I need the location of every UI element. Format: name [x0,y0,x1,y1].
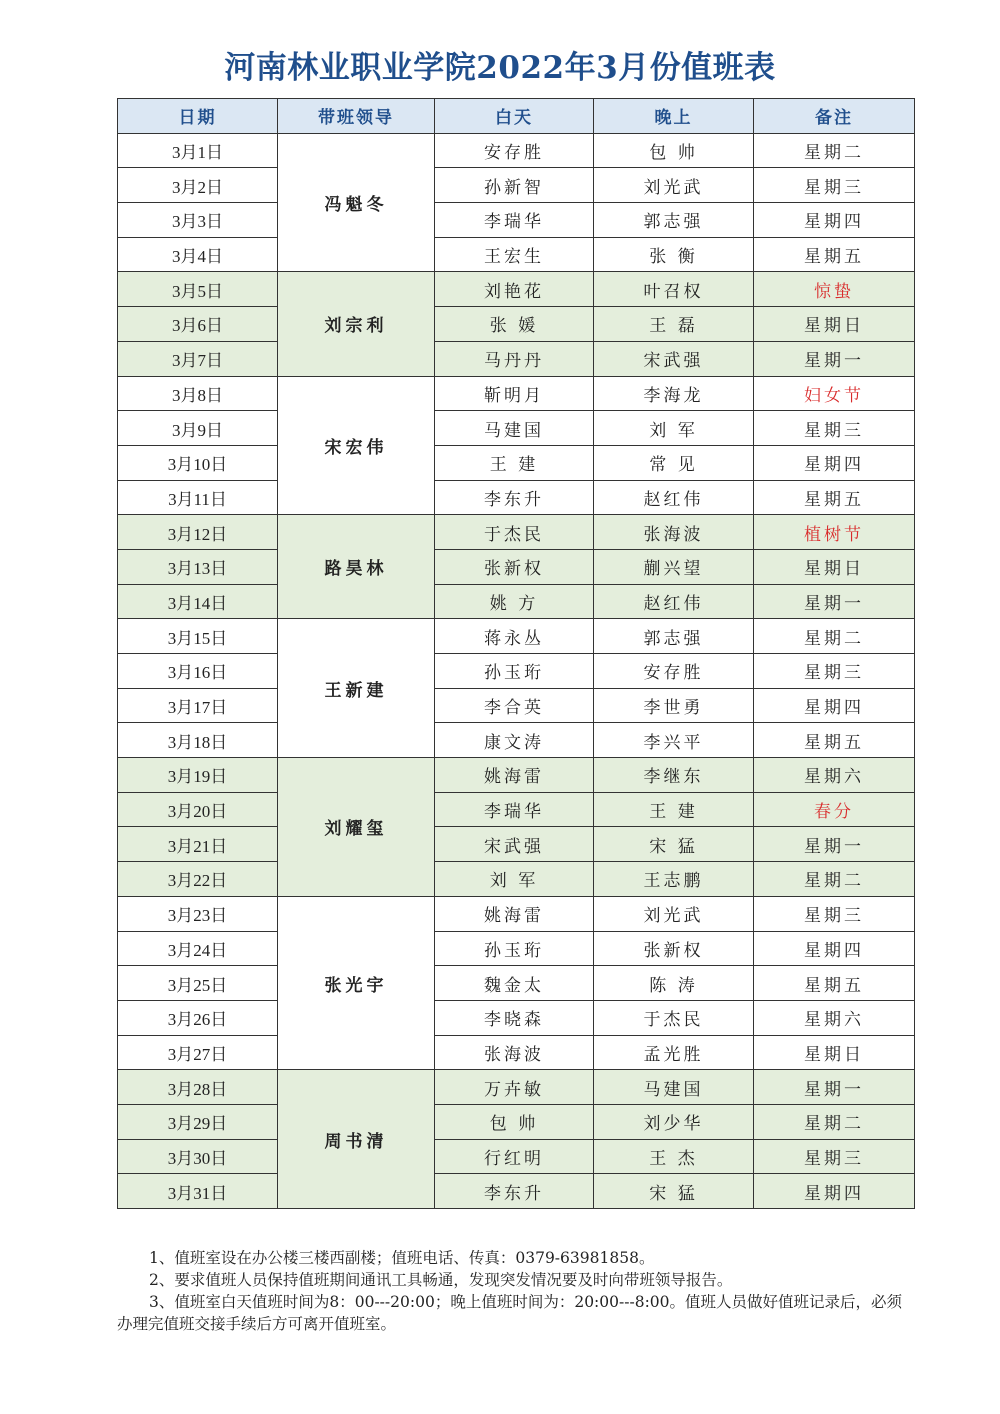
cell-remark-holiday: 植树节 [754,515,915,550]
table-row [118,341,915,376]
table-row [118,584,915,619]
cell-night-shift: 常 见 [594,445,754,480]
cell-date: 3月13日 [118,549,278,584]
table-row [118,1104,915,1139]
cell-day-shift: 马丹丹 [435,341,594,376]
table-row [118,1139,915,1174]
table-row [118,1000,915,1035]
cell-day-shift: 蒋永丛 [435,619,594,654]
duty-roster-table [117,98,915,1209]
cell-night-shift: 李海龙 [594,376,754,411]
cell-remark: 星期一 [754,827,915,862]
cell-date: 3月6日 [118,307,278,342]
cell-date: 3月23日 [118,896,278,931]
table-row [118,931,915,966]
cell-date: 3月1日 [118,133,278,168]
table-row [118,896,915,931]
cell-date: 3月17日 [118,688,278,723]
cell-date: 3月18日 [118,723,278,758]
cell-remark: 星期日 [754,1035,915,1070]
cell-leader: 冯魁冬 [278,133,435,272]
cell-night-shift: 王 磊 [594,307,754,342]
cell-day-shift: 孙玉珩 [435,931,594,966]
cell-remark: 星期日 [754,549,915,584]
cell-remark: 星期二 [754,1104,915,1139]
cell-leader: 路昊林 [278,515,435,619]
header-remarks: 备注 [754,99,915,134]
cell-remark: 星期二 [754,862,915,897]
table-row [118,792,915,827]
cell-leader: 王新建 [278,619,435,758]
table-row [118,688,915,723]
page-title: 河南林业职业学院2022年3月份值班表 [224,50,776,86]
cell-night-shift: 刘光武 [594,896,754,931]
header-day-shift: 白天 [435,99,594,134]
cell-remark: 星期二 [754,619,915,654]
cell-date: 3月24日 [118,931,278,966]
cell-day-shift: 姚海雷 [435,896,594,931]
cell-remark: 星期四 [754,445,915,480]
header-date: 日期 [118,99,278,134]
table-row [118,272,915,307]
cell-night-shift: 宋 猛 [594,1174,754,1209]
cell-date: 3月28日 [118,1070,278,1105]
cell-remark: 星期六 [754,1000,915,1035]
cell-remark: 星期三 [754,654,915,689]
cell-leader: 周书清 [278,1070,435,1209]
cell-remark-holiday: 春分 [754,792,915,827]
cell-day-shift: 李东升 [435,1174,594,1209]
cell-remark: 星期一 [754,341,915,376]
cell-remark: 星期三 [754,896,915,931]
cell-remark: 星期六 [754,758,915,793]
table-row [118,515,915,550]
notes-section [117,1247,907,1335]
cell-day-shift: 李瑞华 [435,203,594,238]
cell-night-shift: 张 衡 [594,237,754,272]
cell-date: 3月8日 [118,376,278,411]
table-row [118,480,915,515]
cell-night-shift: 包 帅 [594,133,754,168]
cell-remark-holiday: 妇女节 [754,376,915,411]
cell-day-shift: 康文涛 [435,723,594,758]
cell-night-shift: 宋武强 [594,341,754,376]
cell-night-shift: 赵红伟 [594,480,754,515]
cell-date: 3月31日 [118,1174,278,1209]
cell-night-shift: 于杰民 [594,1000,754,1035]
cell-day-shift: 王 建 [435,445,594,480]
cell-remark: 星期五 [754,723,915,758]
cell-night-shift: 张海波 [594,515,754,550]
cell-date: 3月3日 [118,203,278,238]
cell-night-shift: 刘少华 [594,1104,754,1139]
table-row [118,133,915,168]
cell-date: 3月27日 [118,1035,278,1070]
table-row [118,203,915,238]
cell-day-shift: 宋武强 [435,827,594,862]
cell-night-shift: 安存胜 [594,654,754,689]
table-body [118,133,915,1208]
cell-leader: 宋宏伟 [278,376,435,515]
cell-night-shift: 宋 猛 [594,827,754,862]
cell-date: 3月14日 [118,584,278,619]
cell-remark: 星期日 [754,307,915,342]
cell-day-shift: 靳明月 [435,376,594,411]
cell-date: 3月7日 [118,341,278,376]
cell-remark: 星期五 [754,237,915,272]
cell-remark: 星期三 [754,411,915,446]
cell-date: 3月5日 [118,272,278,307]
cell-day-shift: 安存胜 [435,133,594,168]
cell-remark: 星期四 [754,1174,915,1209]
table-row [118,1070,915,1105]
cell-day-shift: 刘 军 [435,862,594,897]
cell-remark: 星期四 [754,931,915,966]
cell-remark: 星期四 [754,203,915,238]
cell-date: 3月16日 [118,654,278,689]
cell-night-shift: 李继东 [594,758,754,793]
cell-day-shift: 李合英 [435,688,594,723]
table-row [118,654,915,689]
header-leader: 带班领导 [278,99,435,134]
cell-night-shift: 陈 涛 [594,966,754,1001]
cell-day-shift: 姚 方 [435,584,594,619]
table-row [118,376,915,411]
header-night-shift: 晚上 [594,99,754,134]
cell-day-shift: 孙玉珩 [435,654,594,689]
table-row [118,445,915,480]
table-header-row [118,99,915,134]
table-row [118,827,915,862]
cell-remark: 星期五 [754,966,915,1001]
cell-day-shift: 姚海雷 [435,758,594,793]
table-row [118,862,915,897]
cell-date: 3月2日 [118,168,278,203]
cell-date: 3月9日 [118,411,278,446]
cell-night-shift: 王 杰 [594,1139,754,1174]
cell-day-shift: 张新权 [435,549,594,584]
table-row [118,758,915,793]
cell-remark-holiday: 惊蛰 [754,272,915,307]
cell-night-shift: 马建国 [594,1070,754,1105]
table-row [118,1035,915,1070]
cell-date: 3月26日 [118,1000,278,1035]
cell-night-shift: 李兴平 [594,723,754,758]
cell-remark: 星期三 [754,168,915,203]
cell-date: 3月11日 [118,480,278,515]
cell-night-shift: 刘光武 [594,168,754,203]
cell-day-shift: 马建国 [435,411,594,446]
note-item: 2、要求值班人员保持值班期间通讯工具畅通，发现突发情况要及时向带班领导报告。 [149,1271,733,1289]
cell-remark: 星期五 [754,480,915,515]
cell-night-shift: 王 建 [594,792,754,827]
cell-night-shift: 蒯兴望 [594,549,754,584]
cell-night-shift: 孟光胜 [594,1035,754,1070]
table-row [118,411,915,446]
cell-remark: 星期一 [754,584,915,619]
cell-day-shift: 张 媛 [435,307,594,342]
cell-night-shift: 王志鹏 [594,862,754,897]
cell-day-shift: 孙新智 [435,168,594,203]
cell-night-shift: 郭志强 [594,619,754,654]
cell-day-shift: 万卉敏 [435,1070,594,1105]
cell-night-shift: 郭志强 [594,203,754,238]
cell-date: 3月19日 [118,758,278,793]
table-row [118,723,915,758]
table-row [118,619,915,654]
cell-day-shift: 李晓森 [435,1000,594,1035]
cell-day-shift: 李瑞华 [435,792,594,827]
cell-date: 3月30日 [118,1139,278,1174]
cell-night-shift: 李世勇 [594,688,754,723]
table-row [118,549,915,584]
cell-day-shift: 李东升 [435,480,594,515]
cell-date: 3月25日 [118,966,278,1001]
cell-remark: 星期二 [754,133,915,168]
cell-night-shift: 赵红伟 [594,584,754,619]
table-row [118,307,915,342]
cell-day-shift: 行红明 [435,1139,594,1174]
cell-date: 3月20日 [118,792,278,827]
note-item: 3、值班室白天值班时间为8：00---20:00；晚上值班时间为：20:00---8:00。值班人员做好值班记录后，必须办理完值班交接手续后方可离开值班室。 [117,1293,903,1333]
cell-leader: 刘宗利 [278,272,435,376]
cell-remark: 星期一 [754,1070,915,1105]
cell-date: 3月15日 [118,619,278,654]
cell-date: 3月22日 [118,862,278,897]
cell-day-shift: 刘艳花 [435,272,594,307]
table-row [118,1174,915,1209]
cell-leader: 张光宇 [278,896,435,1069]
table-row [118,168,915,203]
cell-date: 3月10日 [118,445,278,480]
cell-date: 3月12日 [118,515,278,550]
cell-day-shift: 包 帅 [435,1104,594,1139]
table-row [118,237,915,272]
note-item: 1、值班室设在办公楼三楼西副楼；值班电话、传真：0379-63981858。 [149,1249,655,1267]
cell-night-shift: 刘 军 [594,411,754,446]
cell-day-shift: 于杰民 [435,515,594,550]
cell-day-shift: 魏金太 [435,966,594,1001]
cell-date: 3月21日 [118,827,278,862]
cell-leader: 刘耀玺 [278,758,435,897]
cell-day-shift: 张海波 [435,1035,594,1070]
cell-date: 3月4日 [118,237,278,272]
cell-night-shift: 叶召权 [594,272,754,307]
cell-remark: 星期四 [754,688,915,723]
cell-day-shift: 王宏生 [435,237,594,272]
cell-night-shift: 张新权 [594,931,754,966]
table-row [118,966,915,1001]
cell-remark: 星期三 [754,1139,915,1174]
cell-date: 3月29日 [118,1104,278,1139]
